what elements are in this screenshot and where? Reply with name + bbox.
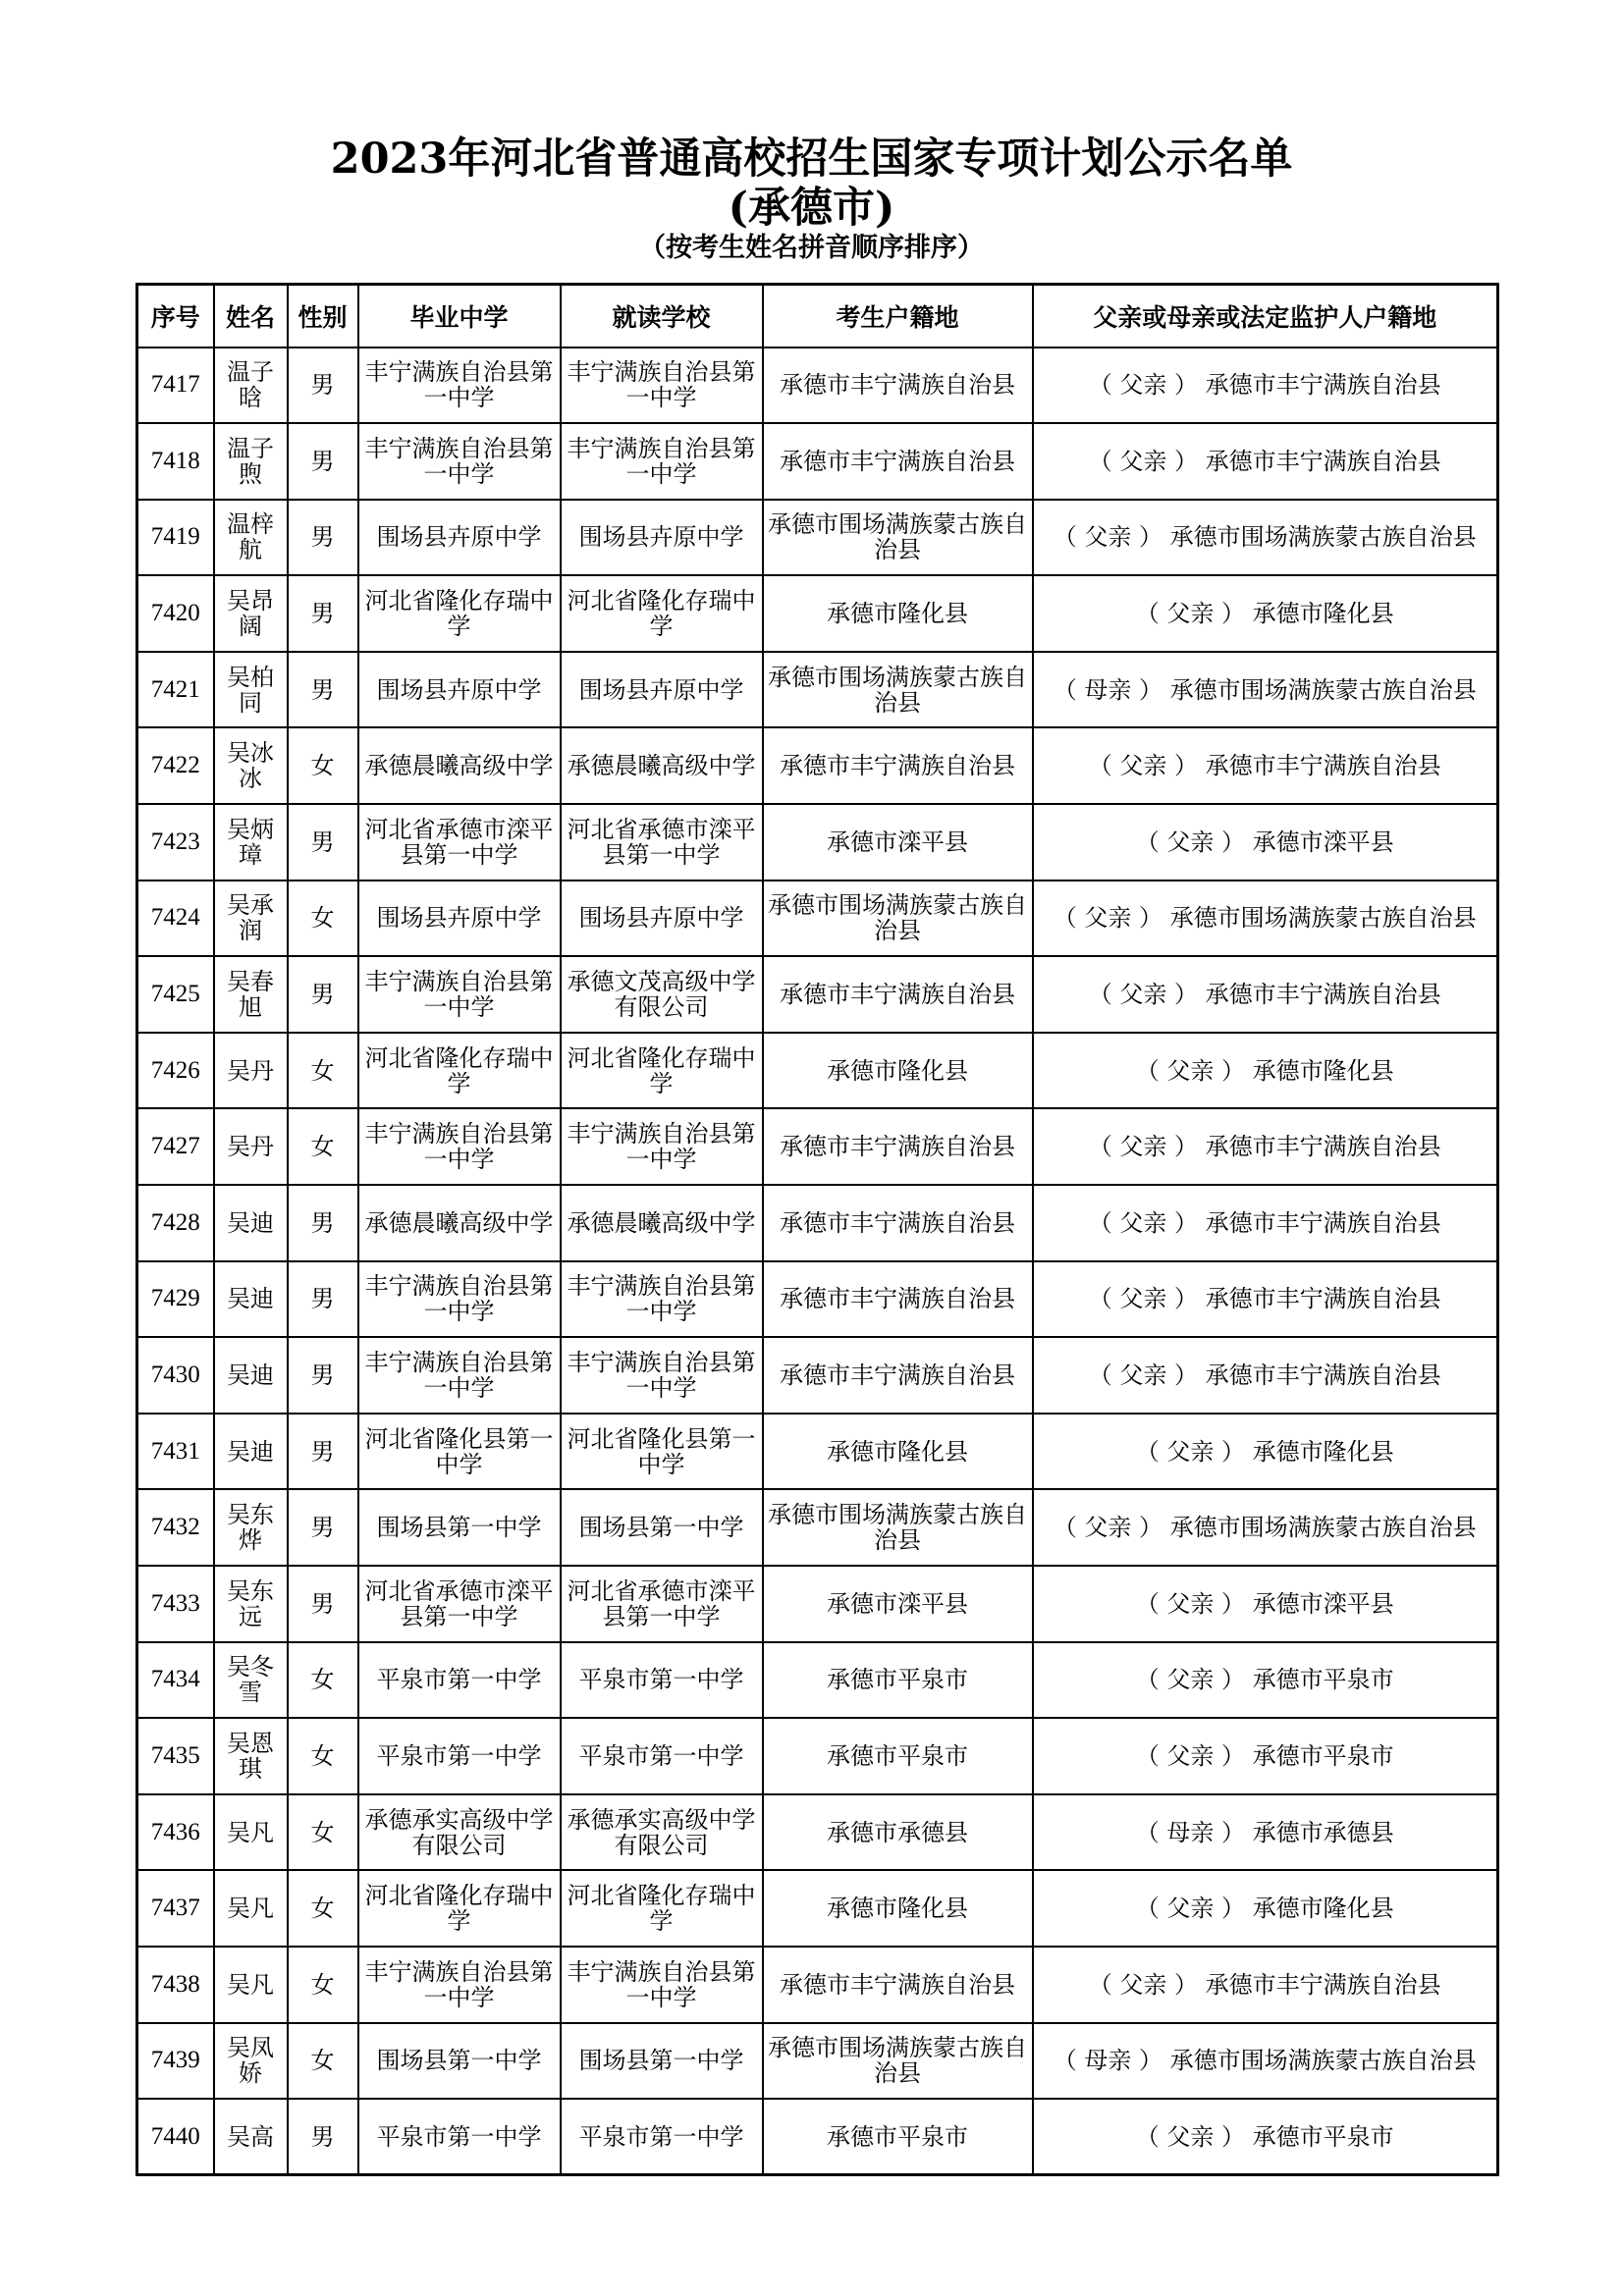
cell-guardian-residence: （ 父亲 ） 承德市围场满族蒙古族自治县 <box>1033 1489 1498 1566</box>
cell-graduated-school: 承德晨曦高级中学 <box>358 727 561 804</box>
cell-graduated-school: 丰宁满族自治县第一中学 <box>358 1947 561 2023</box>
cell-graduated-school: 围场县第一中学 <box>358 1489 561 1566</box>
table-row <box>137 1642 1498 1719</box>
cell-guardian-residence: （ 父亲 ） 承德市丰宁满族自治县 <box>1033 1185 1498 1261</box>
cell-student-residence: 承德市围场满族蒙古族自治县 <box>763 652 1033 728</box>
cell-student-residence: 承德市围场满族蒙古族自治县 <box>763 500 1033 576</box>
cell-guardian-residence: （ 父亲 ） 承德市丰宁满族自治县 <box>1033 1947 1498 2023</box>
cell-student-residence: 承德市丰宁满族自治县 <box>763 1337 1033 1414</box>
cell-name: 温梓航 <box>214 500 288 576</box>
cell-guardian-residence: （ 父亲 ） 承德市丰宁满族自治县 <box>1033 956 1498 1033</box>
table-row <box>137 1870 1498 1947</box>
cell-serial: 7440 <box>137 2099 214 2175</box>
cell-student-residence: 承德市隆化县 <box>763 1870 1033 1947</box>
cell-student-residence: 承德市隆化县 <box>763 1033 1033 1109</box>
cell-graduated-school: 河北省隆化县第一中学 <box>358 1414 561 1490</box>
cell-serial: 7432 <box>137 1489 214 1566</box>
cell-serial: 7423 <box>137 804 214 881</box>
cell-serial: 7428 <box>137 1185 214 1261</box>
cell-current-school: 河北省隆化存瑞中学 <box>561 1033 763 1109</box>
sort-order-note: （按考生姓名拼音顺序排序） <box>639 233 984 263</box>
roster-body <box>137 347 1498 2175</box>
cell-graduated-school: 丰宁满族自治县第一中学 <box>358 347 561 424</box>
cell-current-school: 承德文茂高级中学有限公司 <box>561 956 763 1033</box>
cell-current-school: 围场县卉原中学 <box>561 500 763 576</box>
cell-current-school: 丰宁满族自治县第一中学 <box>561 1947 763 2023</box>
cell-name: 温子煦 <box>214 423 288 500</box>
cell-gender: 女 <box>288 1794 358 1871</box>
cell-name: 吴炳璋 <box>214 804 288 881</box>
header-row <box>137 285 1498 347</box>
cell-guardian-residence: （ 父亲 ） 承德市隆化县 <box>1033 575 1498 652</box>
table-row <box>137 1489 1498 1566</box>
table-row <box>137 1261 1498 1338</box>
cell-graduated-school: 围场县卉原中学 <box>358 652 561 728</box>
cell-name: 吴迪 <box>214 1414 288 1490</box>
cell-serial: 7434 <box>137 1642 214 1719</box>
cell-current-school: 围场县卉原中学 <box>561 652 763 728</box>
cell-student-residence: 承德市平泉市 <box>763 1642 1033 1719</box>
table-row <box>137 1718 1498 1794</box>
cell-serial: 7430 <box>137 1337 214 1414</box>
header-gender: 性别 <box>288 285 358 347</box>
cell-guardian-residence: （ 父亲 ） 承德市丰宁满族自治县 <box>1033 423 1498 500</box>
cell-gender: 女 <box>288 1947 358 2023</box>
cell-gender: 女 <box>288 1870 358 1947</box>
cell-serial: 7424 <box>137 881 214 957</box>
cell-graduated-school: 丰宁满族自治县第一中学 <box>358 423 561 500</box>
cell-serial: 7426 <box>137 1033 214 1109</box>
cell-current-school: 丰宁满族自治县第一中学 <box>561 1108 763 1185</box>
cell-graduated-school: 平泉市第一中学 <box>358 2099 561 2175</box>
cell-guardian-residence: （ 母亲 ） 承德市围场满族蒙古族自治县 <box>1033 2023 1498 2100</box>
cell-serial: 7420 <box>137 575 214 652</box>
cell-student-residence: 承德市承德县 <box>763 1794 1033 1871</box>
cell-guardian-residence: （ 父亲 ） 承德市平泉市 <box>1033 1718 1498 1794</box>
table-row <box>137 881 1498 957</box>
cell-guardian-residence: （ 父亲 ） 承德市滦平县 <box>1033 1566 1498 1642</box>
cell-graduated-school: 河北省隆化存瑞中学 <box>358 1033 561 1109</box>
cell-guardian-residence: （ 父亲 ） 承德市隆化县 <box>1033 1414 1498 1490</box>
cell-graduated-school: 围场县卉原中学 <box>358 500 561 576</box>
table-row <box>137 1794 1498 1871</box>
table-row <box>137 1414 1498 1490</box>
cell-student-residence: 承德市丰宁满族自治县 <box>763 347 1033 424</box>
cell-name: 吴迪 <box>214 1185 288 1261</box>
cell-name: 吴凡 <box>214 1870 288 1947</box>
cell-serial: 7425 <box>137 956 214 1033</box>
cell-student-residence: 承德市隆化县 <box>763 575 1033 652</box>
cell-serial: 7419 <box>137 500 214 576</box>
cell-student-residence: 承德市围场满族蒙古族自治县 <box>763 1489 1033 1566</box>
cell-current-school: 丰宁满族自治县第一中学 <box>561 347 763 424</box>
cell-student-residence: 承德市丰宁满族自治县 <box>763 423 1033 500</box>
table-row <box>137 956 1498 1033</box>
cell-name: 吴凡 <box>214 1794 288 1871</box>
header-guardian-residence: 父亲或母亲或法定监护人户籍地 <box>1033 285 1498 347</box>
cell-guardian-residence: （ 父亲 ） 承德市围场满族蒙古族自治县 <box>1033 881 1498 957</box>
cell-serial: 7418 <box>137 423 214 500</box>
cell-name: 吴丹 <box>214 1108 288 1185</box>
cell-current-school: 平泉市第一中学 <box>561 2099 763 2175</box>
cell-guardian-residence: （ 父亲 ） 承德市丰宁满族自治县 <box>1033 1108 1498 1185</box>
table-row <box>137 575 1498 652</box>
table-row <box>137 1947 1498 2023</box>
cell-name: 吴丹 <box>214 1033 288 1109</box>
cell-graduated-school: 承德晨曦高级中学 <box>358 1185 561 1261</box>
roster-table <box>135 283 1499 2176</box>
cell-gender: 男 <box>288 575 358 652</box>
cell-current-school: 承德晨曦高级中学 <box>561 727 763 804</box>
cell-gender: 男 <box>288 1566 358 1642</box>
cell-current-school: 河北省承德市滦平县第一中学 <box>561 804 763 881</box>
cell-current-school: 围场县第一中学 <box>561 1489 763 1566</box>
cell-current-school: 河北省承德市滦平县第一中学 <box>561 1566 763 1642</box>
header-graduated-school: 毕业中学 <box>358 285 561 347</box>
cell-gender: 女 <box>288 881 358 957</box>
cell-graduated-school: 丰宁满族自治县第一中学 <box>358 1261 561 1338</box>
cell-name: 吴冰冰 <box>214 727 288 804</box>
cell-gender: 男 <box>288 956 358 1033</box>
cell-serial: 7433 <box>137 1566 214 1642</box>
cell-gender: 女 <box>288 727 358 804</box>
cell-name: 吴恩琪 <box>214 1718 288 1794</box>
cell-gender: 男 <box>288 652 358 728</box>
cell-name: 温子晗 <box>214 347 288 424</box>
cell-student-residence: 承德市平泉市 <box>763 1718 1033 1794</box>
cell-serial: 7417 <box>137 347 214 424</box>
document-title: 2023年河北省普通高校招生国家专项计划公示名单 <box>330 134 1293 184</box>
cell-serial: 7422 <box>137 727 214 804</box>
cell-guardian-residence: （ 父亲 ） 承德市滦平县 <box>1033 804 1498 881</box>
cell-gender: 男 <box>288 2099 358 2175</box>
cell-gender: 女 <box>288 2023 358 2100</box>
cell-graduated-school: 河北省承德市滦平县第一中学 <box>358 1566 561 1642</box>
cell-serial: 7427 <box>137 1108 214 1185</box>
cell-student-residence: 承德市隆化县 <box>763 1414 1033 1490</box>
cell-serial: 7421 <box>137 652 214 728</box>
cell-name: 吴迪 <box>214 1337 288 1414</box>
cell-student-residence: 承德市滦平县 <box>763 1566 1033 1642</box>
cell-serial: 7429 <box>137 1261 214 1338</box>
cell-graduated-school: 平泉市第一中学 <box>358 1642 561 1719</box>
cell-graduated-school: 承德承实高级中学有限公司 <box>358 1794 561 1871</box>
cell-guardian-residence: （ 父亲 ） 承德市平泉市 <box>1033 1642 1498 1719</box>
cell-gender: 男 <box>288 423 358 500</box>
cell-graduated-school: 河北省隆化存瑞中学 <box>358 1870 561 1947</box>
cell-name: 吴凤娇 <box>214 2023 288 2100</box>
cell-guardian-residence: （ 父亲 ） 承德市平泉市 <box>1033 2099 1498 2175</box>
cell-gender: 男 <box>288 1489 358 1566</box>
cell-gender: 男 <box>288 1261 358 1338</box>
cell-current-school: 河北省隆化存瑞中学 <box>561 1870 763 1947</box>
cell-name: 吴高 <box>214 2099 288 2175</box>
table-row <box>137 1185 1498 1261</box>
table-row <box>137 347 1498 424</box>
cell-current-school: 承德承实高级中学有限公司 <box>561 1794 763 1871</box>
cell-name: 吴柏同 <box>214 652 288 728</box>
cell-serial: 7438 <box>137 1947 214 2023</box>
cell-gender: 男 <box>288 1337 358 1414</box>
cell-graduated-school: 河北省承德市滦平县第一中学 <box>358 804 561 881</box>
cell-current-school: 围场县卉原中学 <box>561 881 763 957</box>
cell-gender: 女 <box>288 1033 358 1109</box>
cell-student-residence: 承德市围场满族蒙古族自治县 <box>763 2023 1033 2100</box>
cell-guardian-residence: （ 父亲 ） 承德市丰宁满族自治县 <box>1033 1261 1498 1338</box>
cell-current-school: 围场县第一中学 <box>561 2023 763 2100</box>
table-row <box>137 2023 1498 2100</box>
cell-current-school: 丰宁满族自治县第一中学 <box>561 1261 763 1338</box>
cell-graduated-school: 丰宁满族自治县第一中学 <box>358 1108 561 1185</box>
cell-serial: 7431 <box>137 1414 214 1490</box>
cell-graduated-school: 平泉市第一中学 <box>358 1718 561 1794</box>
cell-guardian-residence: （ 母亲 ） 承德市围场满族蒙古族自治县 <box>1033 652 1498 728</box>
cell-student-residence: 承德市丰宁满族自治县 <box>763 956 1033 1033</box>
cell-graduated-school: 河北省隆化存瑞中学 <box>358 575 561 652</box>
cell-gender: 男 <box>288 500 358 576</box>
cell-guardian-residence: （ 父亲 ） 承德市丰宁满族自治县 <box>1033 1337 1498 1414</box>
cell-student-residence: 承德市围场满族蒙古族自治县 <box>763 881 1033 957</box>
cell-name: 吴迪 <box>214 1261 288 1338</box>
cell-current-school: 丰宁满族自治县第一中学 <box>561 423 763 500</box>
header-name: 姓名 <box>214 285 288 347</box>
cell-graduated-school: 丰宁满族自治县第一中学 <box>358 956 561 1033</box>
table-row <box>137 1566 1498 1642</box>
table-row <box>137 423 1498 500</box>
cell-guardian-residence: （ 父亲 ） 承德市隆化县 <box>1033 1033 1498 1109</box>
cell-name: 吴东远 <box>214 1566 288 1642</box>
table-row <box>137 652 1498 728</box>
table-row <box>137 1337 1498 1414</box>
header-student-residence: 考生户籍地 <box>763 285 1033 347</box>
cell-graduated-school: 围场县第一中学 <box>358 2023 561 2100</box>
cell-current-school: 河北省隆化县第一中学 <box>561 1414 763 1490</box>
cell-guardian-residence: （ 父亲 ） 承德市丰宁满族自治县 <box>1033 347 1498 424</box>
cell-guardian-residence: （ 父亲 ） 承德市隆化县 <box>1033 1870 1498 1947</box>
cell-student-residence: 承德市丰宁满族自治县 <box>763 1947 1033 2023</box>
cell-student-residence: 承德市滦平县 <box>763 804 1033 881</box>
table-row <box>137 2099 1498 2175</box>
cell-serial: 7436 <box>137 1794 214 1871</box>
cell-current-school: 河北省隆化存瑞中学 <box>561 575 763 652</box>
cell-graduated-school: 围场县卉原中学 <box>358 881 561 957</box>
cell-guardian-residence: （ 父亲 ） 承德市围场满族蒙古族自治县 <box>1033 500 1498 576</box>
table-row <box>137 727 1498 804</box>
cell-serial: 7435 <box>137 1718 214 1794</box>
table-row <box>137 1033 1498 1109</box>
cell-guardian-residence: （ 母亲 ） 承德市承德县 <box>1033 1794 1498 1871</box>
cell-gender: 男 <box>288 1414 358 1490</box>
cell-student-residence: 承德市丰宁满族自治县 <box>763 727 1033 804</box>
header-serial: 序号 <box>137 285 214 347</box>
cell-serial: 7439 <box>137 2023 214 2100</box>
table-row <box>137 500 1498 576</box>
header-current-school: 就读学校 <box>561 285 763 347</box>
cell-student-residence: 承德市丰宁满族自治县 <box>763 1261 1033 1338</box>
table-row <box>137 1108 1498 1185</box>
cell-name: 吴凡 <box>214 1947 288 2023</box>
cell-graduated-school: 丰宁满族自治县第一中学 <box>358 1337 561 1414</box>
cell-current-school: 承德晨曦高级中学 <box>561 1185 763 1261</box>
cell-student-residence: 承德市平泉市 <box>763 2099 1033 2175</box>
table-row <box>137 804 1498 881</box>
cell-name: 吴昂阔 <box>214 575 288 652</box>
cell-name: 吴承润 <box>214 881 288 957</box>
cell-gender: 男 <box>288 347 358 424</box>
cell-gender: 女 <box>288 1642 358 1719</box>
cell-gender: 女 <box>288 1718 358 1794</box>
cell-guardian-residence: （ 父亲 ） 承德市丰宁满族自治县 <box>1033 727 1498 804</box>
cell-gender: 男 <box>288 1185 358 1261</box>
cell-current-school: 丰宁满族自治县第一中学 <box>561 1337 763 1414</box>
cell-student-residence: 承德市丰宁满族自治县 <box>763 1185 1033 1261</box>
cell-current-school: 平泉市第一中学 <box>561 1642 763 1719</box>
cell-student-residence: 承德市丰宁满族自治县 <box>763 1108 1033 1185</box>
cell-name: 吴冬雪 <box>214 1642 288 1719</box>
cell-gender: 男 <box>288 804 358 881</box>
cell-name: 吴春旭 <box>214 956 288 1033</box>
cell-gender: 女 <box>288 1108 358 1185</box>
cell-serial: 7437 <box>137 1870 214 1947</box>
document-subtitle-city: (承德市) <box>728 184 895 233</box>
cell-current-school: 平泉市第一中学 <box>561 1718 763 1794</box>
cell-name: 吴东烨 <box>214 1489 288 1566</box>
